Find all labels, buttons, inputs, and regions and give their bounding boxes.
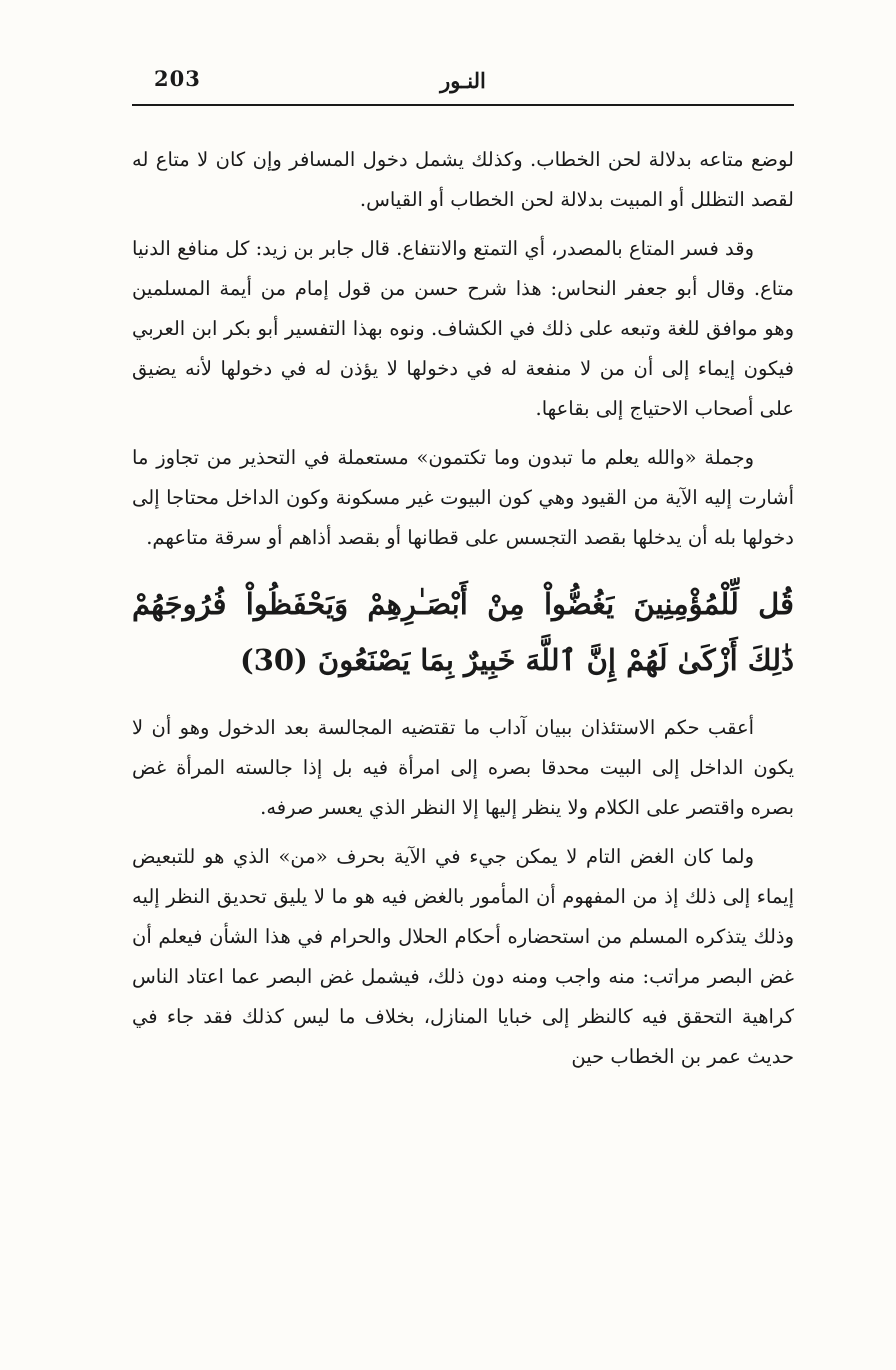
- page-number: 203: [154, 66, 201, 91]
- paragraph-2: وقد فسر المتاع بالمصدر، أي التمتع والانتفاع. قال جابر بن زيد: كل منافع الدنيا متاع. وقال أبو جعفر النحاس: هذا شرح حسن من قول إمام من أيمة المسلمين وهو موافق للغة وتبعه على ذلك في الكشاف. ونوه بهذا التفسير أبو بكر ابن العربي فيكون إيماء إلى أن من لا منفعة له في دخولها لا يؤذن له في دخولها لأنه يضيق على أصحاب الاحتياج إلى بقاعها.: [132, 237, 794, 420]
- paragraph-5: ولما كان الغض التام لا يمكن جيء في الآية بحرف «من» الذي هو للتبعيض إيماء إلى ذلك إذ من المفهوم أن المأمور بالغض فيه هو ما لا يليق تحديق النظر إليه وذلك يتذكره المسلم من استحضاره أحكام الحلال والحرام في هذا الشأن فيعلم أن غض البصر مراتب: منه واجب ومنه دون ذلك، فيشمل غض البصر عما اعتاد الناس كراهية التحقق فيه كالنظر إلى خبايا المنازل، بخلاف ما ليس كذلك فقد جاء في حديث عمر بن الخطاب حين: [132, 845, 794, 1068]
- page-header: [132, 64, 794, 106]
- quran-verse: قُل لِّلْمُؤْمِنِينَ يَغُضُّواْ مِنْ أَبْصَـٰرِهِمْ وَيَحْفَظُواْ فُرُوجَهُمْ ذَٰلِكَ أَزْكَىٰ لَهُمْ إِنَّ ٱللَّهَ خَبِيرٌ بِمَا يَصْنَعُونَ (30): [132, 587, 794, 677]
- paragraph-4: أعقب حكم الاستئذان ببيان آداب ما تقتضيه المجالسة بعد الدخول وهو أن لا يكون الداخل إلى البيت محدقا بصره إلى امرأة فيه بل إذا جالسته المرأة غض بصره واقتصر على الكلام ولا ينظر إليها إلا النظر الذي يعسر صرفه.: [132, 716, 794, 819]
- paragraph-1: لوضع متاعه بدلالة لحن الخطاب. وكذلك يشمل دخول المسافر وإن كان لا متاع له لقصد التظلل أو المبيت بدلالة لحن الخطاب أو القياس.: [132, 148, 794, 211]
- paragraph-3: وجملة «والله يعلم ما تبدون وما تكتمون» مستعملة في التحذير من تجاوز ما أشارت إليه الآية من القيود وهي كون البيوت غير مسكونة وكون الداخل محتاجا إلى دخولها بله أن يدخلها بقصد التجسس على قطانها أو بقصد أذاهم أو سرقة متاعهم.: [132, 446, 794, 549]
- running-title: النـور: [440, 68, 486, 93]
- body-text: [132, 140, 794, 1077]
